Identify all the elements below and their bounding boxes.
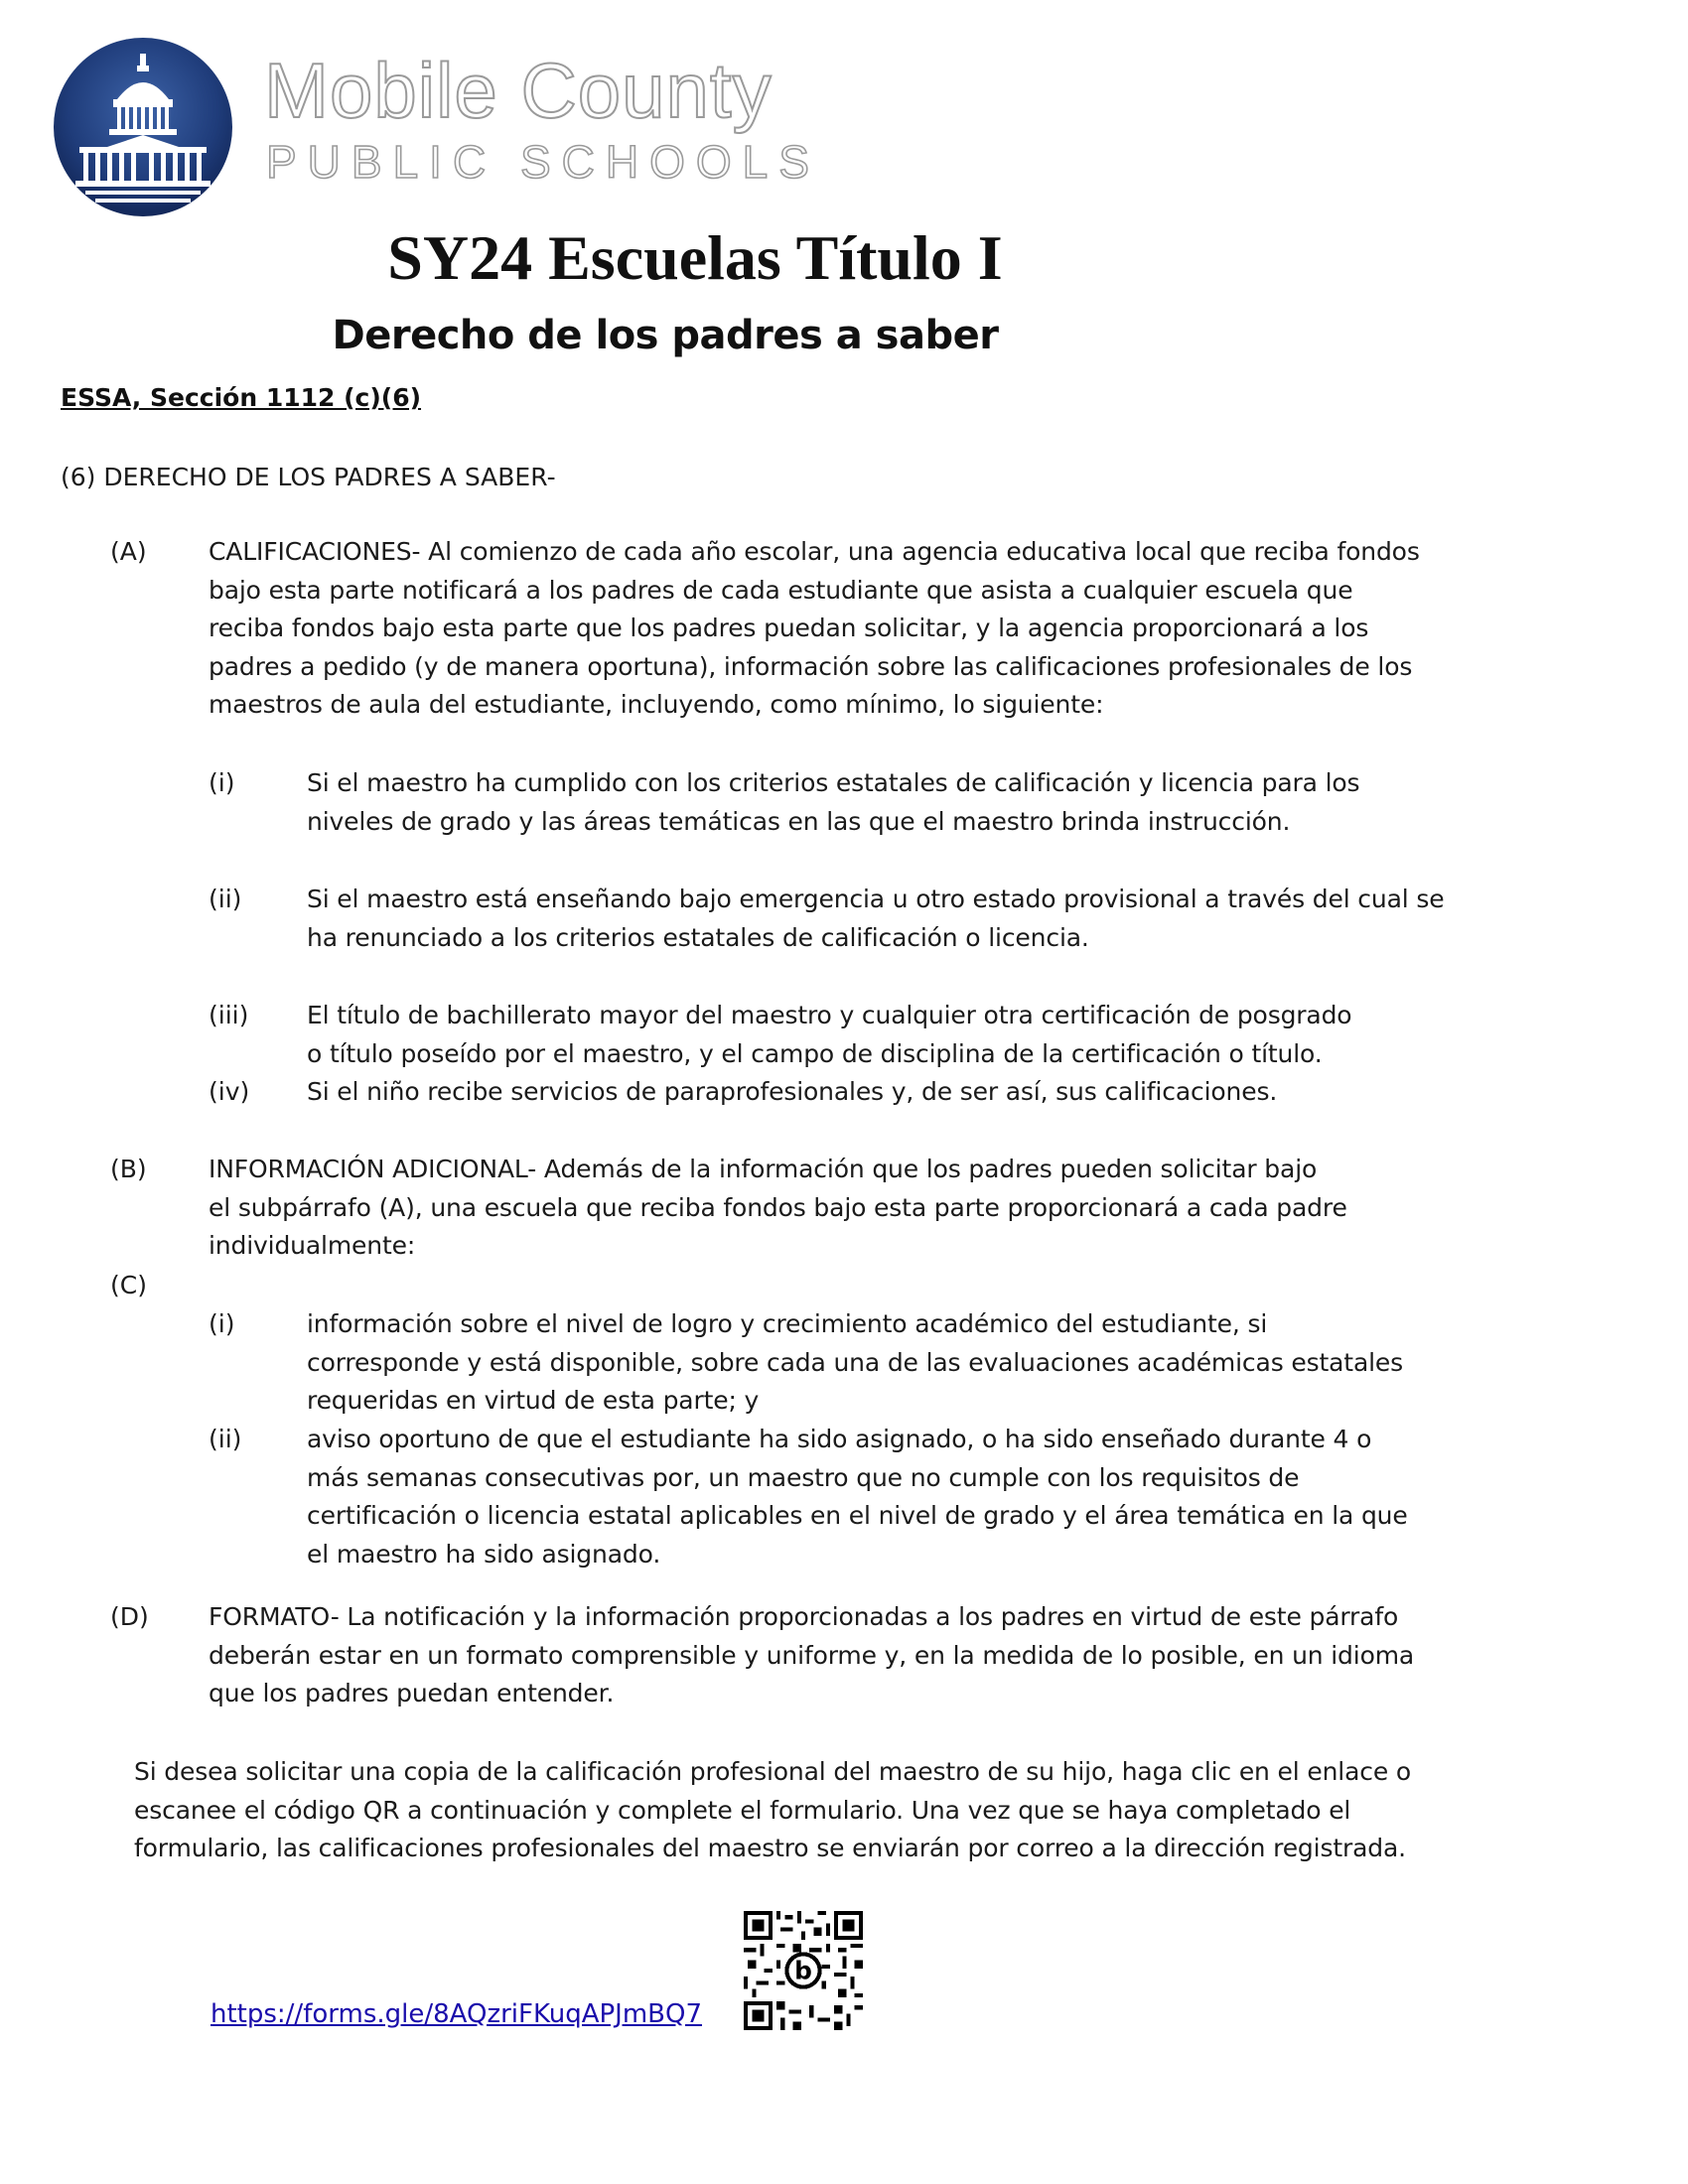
item-a-i-marker: (i) — [209, 768, 235, 797]
section-b-marker: (B) — [110, 1155, 147, 1183]
closing-paragraph — [134, 1753, 1445, 1868]
item-c-ii-text — [307, 1421, 1459, 1573]
item-a-iii-marker: (iii) — [209, 1001, 249, 1029]
text-line: Si el maestro ha cumplido con los criterios estatales de calificación y licencia para los — [307, 768, 1360, 797]
section-d-text — [209, 1598, 1450, 1713]
document-subtitle: Derecho de los padres a saber — [332, 313, 999, 358]
text-line: aviso oportuno de que el estudiante ha sido asignado, o ha sido enseñado durante 4 o — [307, 1425, 1372, 1453]
text-line: información sobre el nivel de logro y crecimiento académico del estudiante, si — [307, 1309, 1268, 1338]
item-c-i-marker: (i) — [209, 1309, 235, 1338]
text-line: Si el niño recibe servicios de paraprofesionales y, de ser así, sus calificaciones. — [307, 1077, 1278, 1106]
text-line: FORMATO- La notificación y la información proporcionadas a los padres en virtud de este párrafo — [209, 1602, 1399, 1631]
item-a-ii-text — [307, 881, 1459, 957]
text-line: más semanas consecutivas por, un maestro que no cumple con los requisitos de — [307, 1462, 1300, 1492]
text-line: requeridas en virtud de esta parte; y — [307, 1386, 760, 1415]
statute-reference: ESSA, Sección 1112 (c)(6) — [61, 383, 422, 412]
section-a-marker: (A) — [110, 537, 147, 566]
text-line: bajo esta parte notificará a los padres de cada estudiante que asista a cualquier escuela que — [209, 575, 1353, 605]
item-a-ii-marker: (ii) — [209, 885, 242, 913]
district-seal-logo — [52, 36, 234, 218]
text-line: escanee el código QR a continuación y complete el formulario. Una vez que se haya completado el — [134, 1795, 1351, 1825]
section-intro: (6) DERECHO DE LOS PADRES A SABER- — [61, 463, 556, 491]
text-line: corresponde y está disponible, sobre cada una de las evaluaciones académicas estatales — [307, 1347, 1404, 1377]
brand-name-line1: Mobile County — [264, 47, 773, 134]
text-line: formulario, las calificaciones profesionales del maestro se enviarán por correo a la dirección registrada. — [134, 1834, 1406, 1862]
item-c-i-text — [307, 1305, 1459, 1421]
text-line: ha renunciado a los criterios estatales de calificación o licencia. — [307, 922, 1089, 952]
text-line: que los padres puedan entender. — [209, 1679, 615, 1707]
text-line: CALIFICACIONES- Al comienzo de cada año escolar, una agencia educativa local que reciba fondos — [209, 537, 1420, 566]
text-line: individualmente: — [209, 1231, 416, 1260]
section-d-marker: (D) — [110, 1602, 149, 1631]
text-line: niveles de grado y las áreas temáticas en las que el maestro brinda instrucción. — [307, 806, 1291, 836]
item-c-ii-marker: (ii) — [209, 1425, 242, 1453]
text-line: certificación o licencia estatal aplicables en el nivel de grado y el área temática en la que — [307, 1501, 1408, 1530]
section-a-text — [209, 533, 1450, 725]
text-line: el maestro ha sido asignado. — [307, 1539, 661, 1569]
text-line: reciba fondos bajo esta parte que los padres puedan solicitar, y la agencia proporcionará a los — [209, 614, 1369, 642]
text-line: Si el maestro está enseñando bajo emergencia u otro estado provisional a través del cual se — [307, 885, 1445, 913]
item-a-iv-marker: (iv) — [209, 1077, 250, 1106]
text-line: maestros de aula del estudiante, incluyendo, como mínimo, lo siguiente: — [209, 690, 1104, 719]
text-line: El título de bachillerato mayor del maestro y cualquier otra certificación de posgrado — [307, 1001, 1352, 1029]
brand-name-line2: PUBLIC SCHOOLS — [266, 136, 820, 188]
qr-code-icon — [744, 1911, 863, 2030]
item-a-i-text — [307, 764, 1459, 841]
section-c-marker: (C) — [110, 1271, 147, 1299]
form-link[interactable]: https://forms.gle/8AQzriFKuqAPJmBQ7 — [211, 1999, 703, 2029]
qr-code[interactable] — [744, 1911, 863, 2030]
section-b-text — [209, 1151, 1450, 1266]
text-line: padres a pedido (y de manera oportuna), información sobre las calificaciones profesionales de los — [209, 651, 1413, 681]
text-line: Si desea solicitar una copia de la calificación profesional del maestro de su hijo, haga clic en el enlace o — [134, 1757, 1412, 1786]
text-line: deberán estar en un formato comprensible y uniforme y, en la medida de lo posible, en un idioma — [209, 1640, 1415, 1670]
item-a-iii-text — [307, 997, 1459, 1073]
capitol-building-seal-icon — [52, 36, 234, 218]
text-line: INFORMACIÓN ADICIONAL- Además de la información que los padres pueden solicitar bajo — [209, 1155, 1318, 1183]
svg-text:b: b — [794, 1956, 812, 1985]
document-title: SY24 Escuelas Título I — [387, 222, 1003, 293]
item-a-iv-text — [307, 1073, 1459, 1112]
text-line: el subpárrafo (A), una escuela que reciba fondos bajo esta parte proporcionará a cada padre — [209, 1192, 1347, 1222]
text-line: o título poseído por el maestro, y el campo de disciplina de la certificación o título. — [307, 1038, 1323, 1068]
